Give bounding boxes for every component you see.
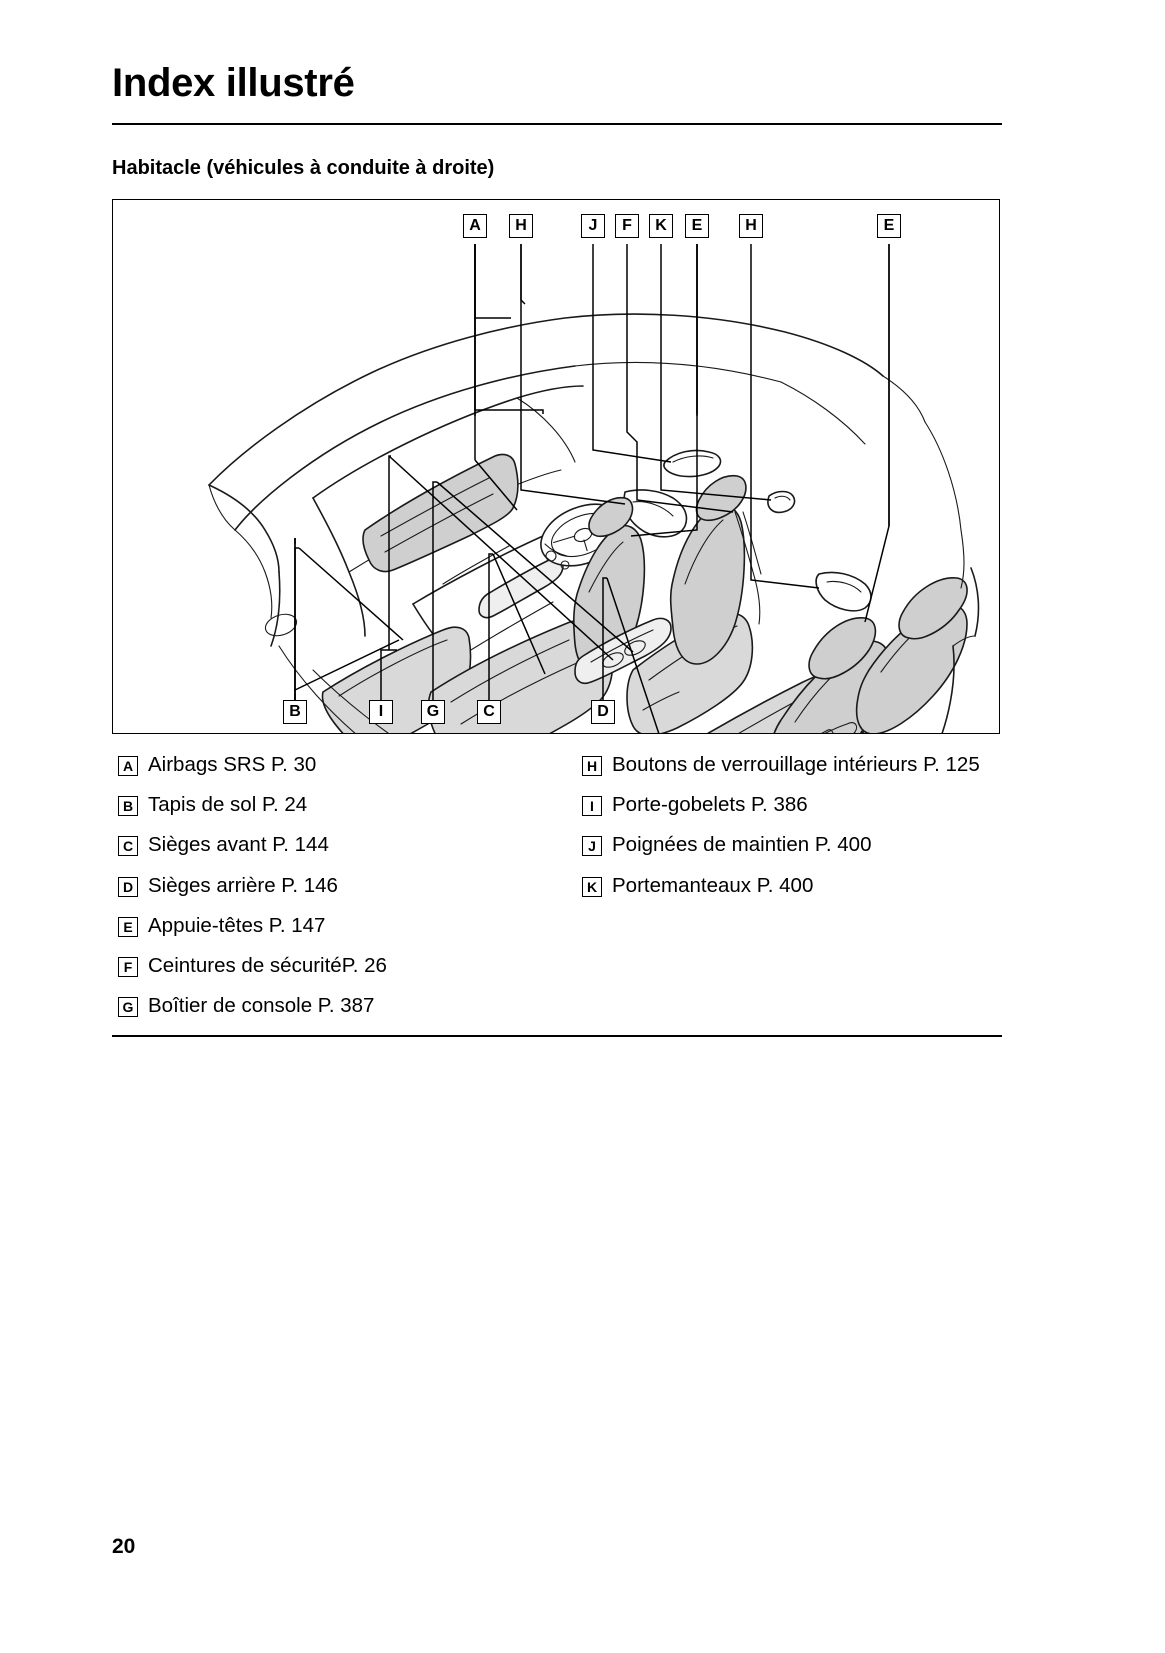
- legend-tag: G: [118, 997, 138, 1017]
- legend-label: Airbags SRS P. 30: [148, 753, 317, 776]
- legend-item: [582, 752, 1002, 778]
- legend-tag: F: [118, 957, 138, 977]
- title-divider: [112, 123, 1002, 125]
- page-title: Index illustré: [112, 60, 355, 105]
- legend-label: Appuie-têtes P. 147: [148, 913, 326, 937]
- legend-item: [118, 953, 548, 979]
- legend-item: [118, 913, 548, 939]
- cabin-illustration: [113, 200, 999, 733]
- legend-label: Sièges avant P. 144: [148, 833, 329, 857]
- callout-D-bottom: D: [591, 700, 615, 724]
- callout-G-bottom: G: [421, 700, 445, 724]
- legend-item: [118, 792, 548, 818]
- legend-label: Porte-gobelets P. 386: [612, 793, 808, 817]
- legend-item: [118, 832, 548, 858]
- legend-tag: J: [582, 836, 602, 856]
- callout-C-bottom: C: [477, 700, 501, 724]
- legend-label: Sièges arrière P. 146: [148, 873, 338, 897]
- legend-column-right: [582, 752, 1002, 913]
- legend-item: [582, 832, 1002, 858]
- legend: [112, 752, 1002, 1034]
- callout-F-top: F: [615, 214, 639, 238]
- callout-H-top-front: H: [509, 214, 533, 238]
- legend-tag: C: [118, 836, 138, 856]
- legend-divider: [112, 1035, 1002, 1037]
- legend-tag: H: [582, 756, 602, 776]
- callout-B-bottom: B: [283, 700, 307, 724]
- legend-label: Tapis de sol P. 24: [148, 793, 308, 817]
- callout-K-top: K: [649, 214, 673, 238]
- callout-A-top: A: [463, 214, 487, 238]
- legend-label: Portemanteaux P. 400: [612, 873, 814, 897]
- legend-tag: B: [118, 796, 138, 816]
- legend-tag: D: [118, 877, 138, 897]
- legend-column-left: [118, 752, 548, 1034]
- legend-tag: E: [118, 917, 138, 937]
- legend-item: [582, 873, 1002, 899]
- callout-H-top-rear: H: [739, 214, 763, 238]
- legend-tag: K: [582, 877, 602, 897]
- legend-tag: A: [118, 756, 138, 776]
- legend-tag: I: [582, 796, 602, 816]
- legend-label: Boîtier de console P. 387: [148, 994, 375, 1018]
- legend-label: Boutons de verrouillage intérieurs P. 125: [612, 753, 980, 776]
- callout-J-top: J: [581, 214, 605, 238]
- legend-item: [118, 993, 548, 1019]
- page-number: 20: [112, 1535, 136, 1558]
- legend-item: [582, 792, 1002, 818]
- legend-item: [118, 752, 548, 778]
- interior-diagram-figure: [112, 199, 1000, 734]
- callout-E-top-rear: E: [877, 214, 901, 238]
- section-heading: Habitacle (véhicules à conduite à droite): [112, 156, 495, 179]
- legend-label: Ceintures de sécuritéP. 26: [148, 954, 387, 978]
- callout-I-bottom: I: [369, 700, 393, 724]
- legend-item: [118, 873, 548, 899]
- legend-label: Poignées de maintien P. 400: [612, 833, 872, 857]
- callout-E-top-front: E: [685, 214, 709, 238]
